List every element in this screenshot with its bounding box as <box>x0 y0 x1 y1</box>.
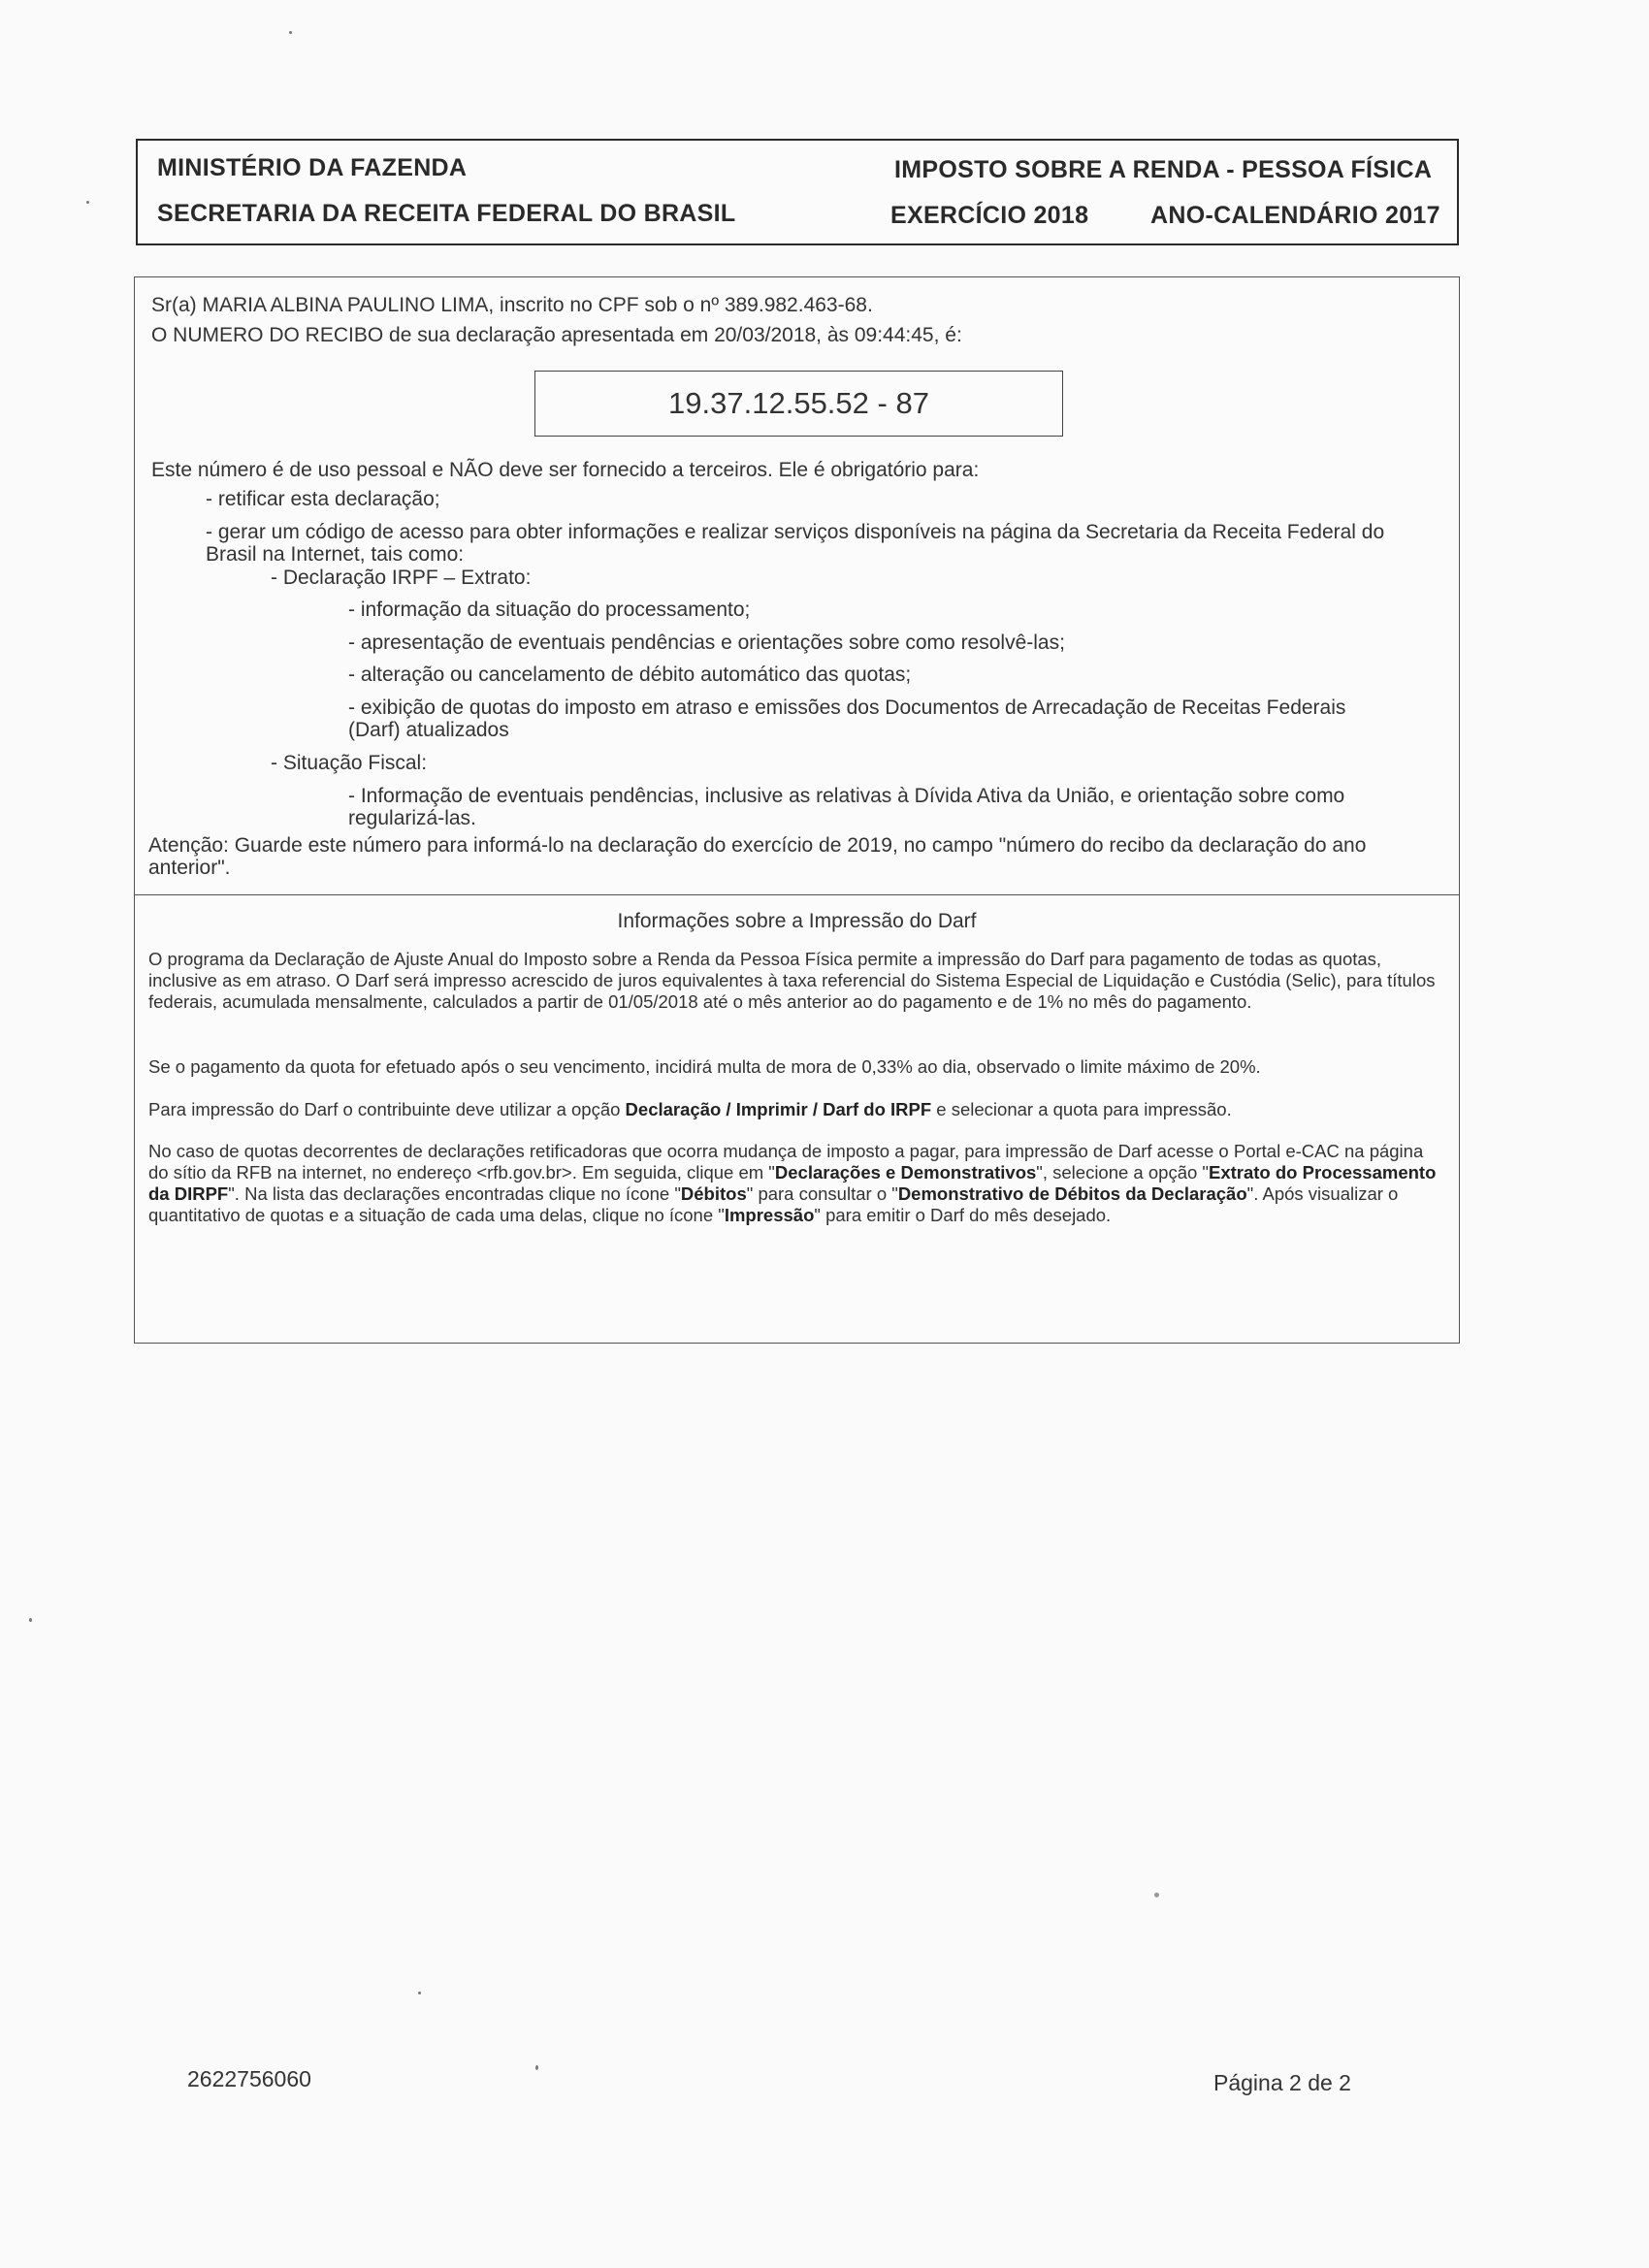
recibo-section <box>134 276 1460 1344</box>
recibo-intro-line: O NUMERO DO RECIBO de sua declaração apresentada em 20/03/2018, às 09:44:45, é: <box>151 324 962 346</box>
declaracoes-demonstrativos-link: Declarações e Demonstrativos <box>774 1162 1037 1183</box>
exercicio-label: EXERCÍCIO 2018 <box>890 202 1089 229</box>
impressao-icon-label: Impressão <box>724 1205 815 1225</box>
irpf-item-2: - apresentação de eventuais pendências e orientações sobre como resolvê-las; <box>348 632 1065 654</box>
scan-speck <box>86 201 89 204</box>
extrato-processamento-link: Extrato do Processamento da DIRPF <box>148 1162 1437 1204</box>
section-divider <box>135 894 1459 895</box>
sub-irpf-extrato: - Declaração IRPF – Extrato: <box>271 567 532 589</box>
scan-speck <box>1154 1893 1159 1897</box>
fiscal-item: - Informação de eventuais pendências, inclusive as relativas à Dívida Ativa da União, e orientação sobre como regularizá-las. <box>348 785 1345 829</box>
contribuinte-line: Sr(a) MARIA ALBINA PAULINO LIMA, inscrito no CPF sob o nº 389.982.463-68. <box>151 294 873 316</box>
darf-paragraph-2: Se o pagamento da quota for efetuado após o seu vencimento, incidirá multa de mora de 0,33% ao dia, observado o limite máximo de 20%. <box>148 1056 1261 1077</box>
item-gerar: - gerar um código de acesso para obter informações e realizar serviços disponíveis na página da Secretaria da Receita Federal do Brasil na Internet, tais como: <box>206 521 1385 566</box>
irpf-item-3: - alteração ou cancelamento de débito automático das quotas; <box>348 664 912 686</box>
darf-paragraph-4: No caso de quotas decorrentes de declarações retificadoras que ocorra mudança de imposto a pagar, para impressão de Darf acesse o Portal e-CAC na página do sítio da RFB na internet, no endereço <rfb.gov.br>. Em seguida, clique em "Declarações e Demonstrativos", selecione a opção "Extrato do Processamento da DIRPF". Na lista das declarações encontradas clique no ícone "Débitos" para consultar o "Demonstrativo de Débitos da Declaração". Após visualizar o quantitativo de quotas e a situação de cada uma delas, clique no ícone "Impressão" para emitir o Darf do mês desejado. <box>148 1141 1437 1225</box>
item-retificar: - retificar esta declaração; <box>206 488 440 510</box>
debitos-icon-label: Débitos <box>680 1183 747 1204</box>
recibo-number: 19.37.12.55.52 - 87 <box>668 386 929 420</box>
imposto-title: IMPOSTO SOBRE A RENDA - PESSOA FÍSICA <box>894 156 1433 183</box>
header-box <box>136 139 1459 245</box>
demonstrativo-debitos-label: Demonstrativo de Débitos da Declaração <box>897 1183 1247 1204</box>
ministerio-label: MINISTÉRIO DA FAZENDA <box>157 154 468 181</box>
scan-speck <box>29 1618 32 1622</box>
irpf-item-4: - exibição de quotas do imposto em atraso e emissões dos Documentos de Arrecadação de Receitas Federais (Darf) atualizados <box>348 697 1346 741</box>
irpf-item-1: - informação da situação do processamento; <box>348 599 751 621</box>
darf-section-title: Informações sobre a Impressão do Darf <box>617 910 977 932</box>
ano-calendario-label: ANO-CALENDÁRIO 2017 <box>1150 202 1440 229</box>
document-code: 2622756060 <box>187 2066 311 2091</box>
darf-paragraph-3: Para impressão do Darf o contribuinte deve utilizar a opção Declaração / Imprimir / Darf do IRPF e selecionar a quota para impressão. <box>148 1099 1232 1119</box>
page-number: Página 2 de 2 <box>1213 2070 1351 2095</box>
scan-speck <box>418 1992 421 1994</box>
darf-paragraph-1: O programa da Declaração de Ajuste Anual do Imposto sobre a Renda da Pessoa Física permite a impressão do Darf para pagamento de todas as quotas, inclusive as em atraso. O Darf será impresso acrescido de juros equivalentes à taxa referencial do Sistema Especial de Liquidação e Custódia (Selic), para títulos federais, acumulada mensalmente, calculados a partir de 01/05/2018 até o mês anterior ao do pagamento e de 1% no mês do pagamento. <box>148 949 1436 1012</box>
darf-menu-path: Declaração / Imprimir / Darf do IRPF <box>625 1099 932 1119</box>
recibo-number-box <box>534 371 1063 437</box>
sub-situacao-fiscal: - Situação Fiscal: <box>271 752 428 774</box>
atencao-text: Atenção: Guarde este número para informá-lo na declaração do exercício de 2019, no campo "número do recibo da declaração do ano anterior". <box>148 834 1367 879</box>
uso-pessoal-text: Este número é de uso pessoal e NÃO deve ser fornecido a terceiros. Ele é obrigatório para: <box>151 459 980 481</box>
scan-speck <box>535 2065 538 2070</box>
scan-speck <box>289 31 292 34</box>
secretaria-label: SECRETARIA DA RECEITA FEDERAL DO BRASIL <box>157 200 736 227</box>
